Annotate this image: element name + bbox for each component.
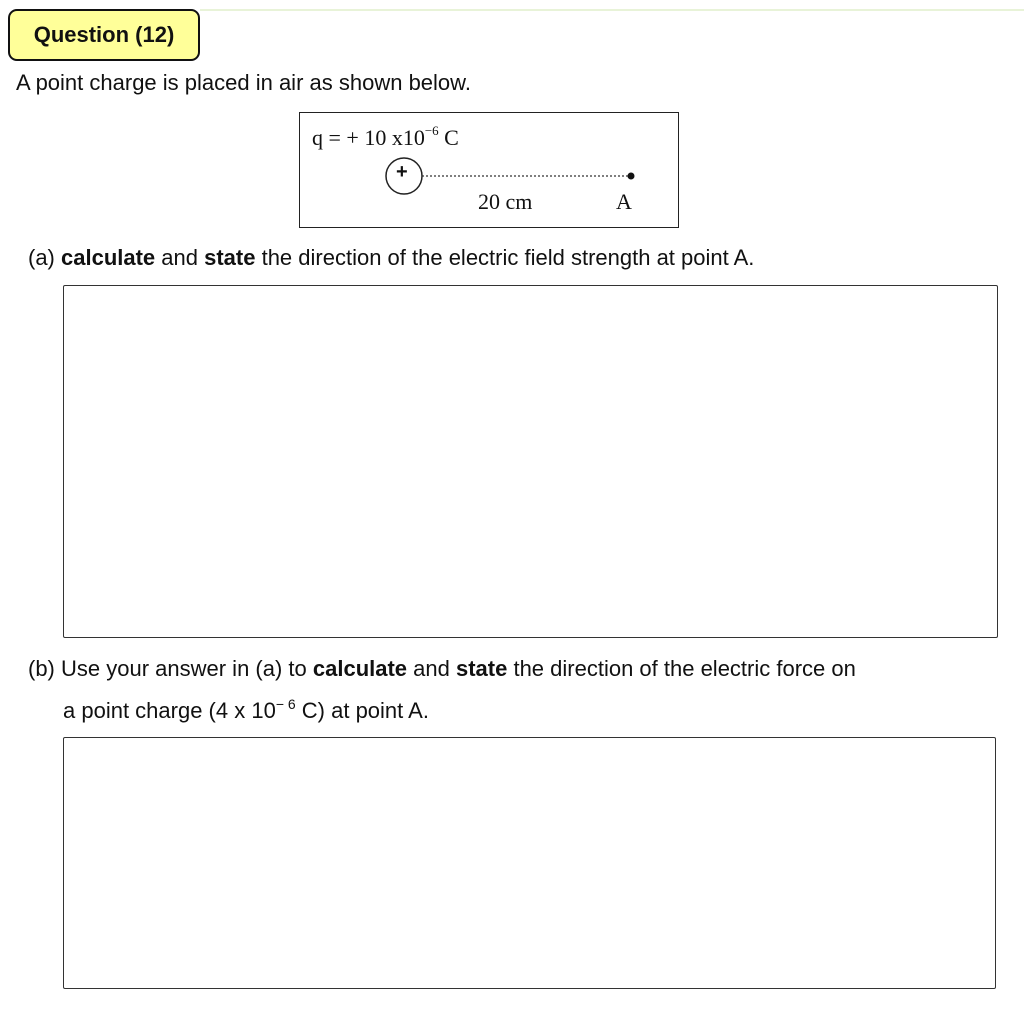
part-a-prompt: (a) calculate and state the direction of the electric field strength at point A. xyxy=(28,245,755,270)
point-a-label: A xyxy=(616,189,632,214)
charge-sign: + xyxy=(396,161,408,183)
answer-box-b[interactable] xyxy=(63,737,996,989)
point-a-dot xyxy=(628,173,635,180)
top-rule xyxy=(200,9,1024,11)
part-b-prompt-line2: a point charge (4 x $10^{- 6}$ C) at point A. xyxy=(63,696,429,723)
part-b-prompt-line1: (b) Use your answer in (a) to calculate and state the direction of the electric force on xyxy=(28,656,856,681)
charge-diagram xyxy=(299,112,679,228)
charge-label: q = + 10 $x10^{-6}$ C xyxy=(312,123,459,150)
distance-label: 20 cm xyxy=(478,189,533,214)
question-badge: Question (12) xyxy=(8,9,200,61)
intro-text: A point charge is placed in air as shown below. xyxy=(16,70,471,95)
answer-box-a[interactable] xyxy=(63,285,998,638)
